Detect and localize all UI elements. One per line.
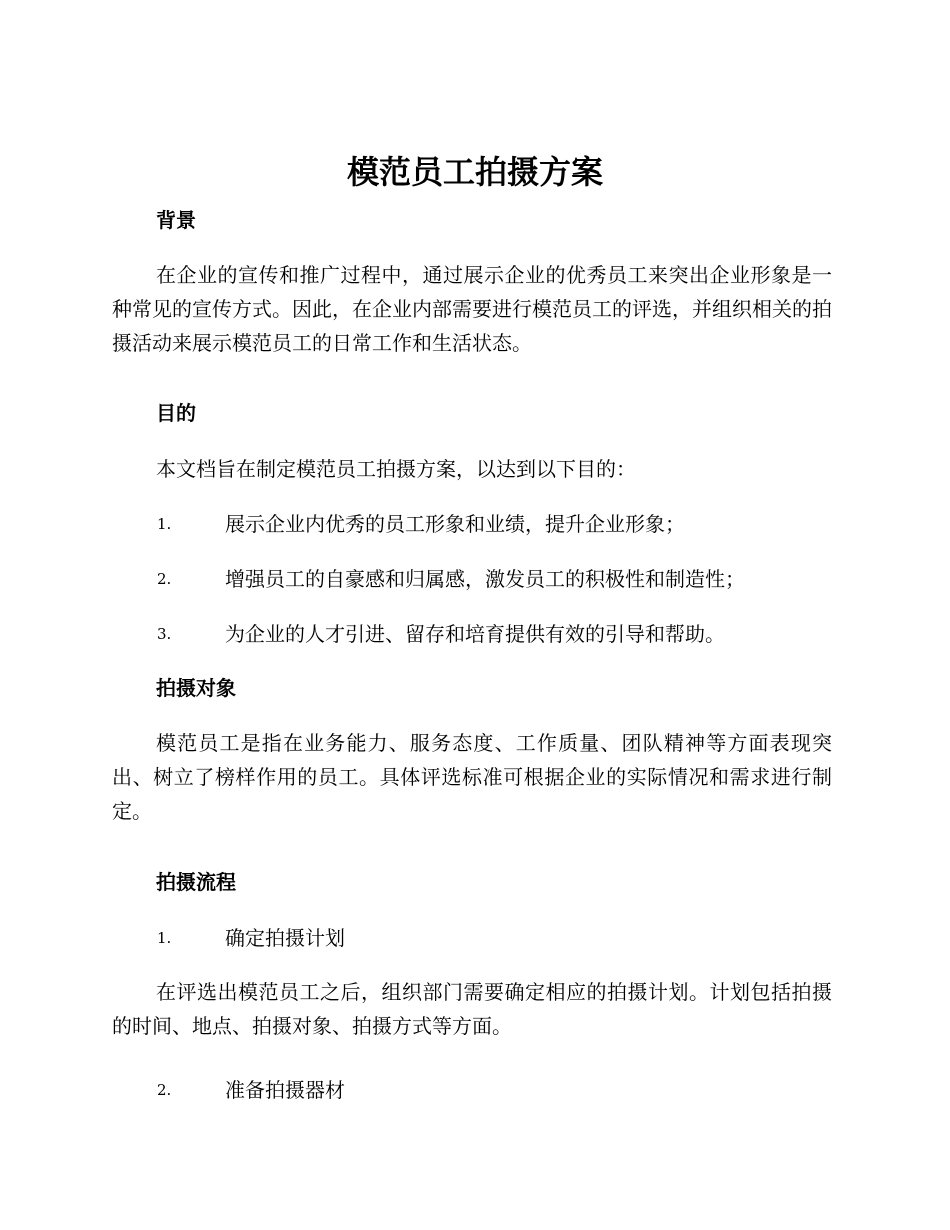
paragraph-purpose-intro: 本文档旨在制定模范员工拍摄方案，以达到以下目的： (156, 457, 636, 481)
paragraph-subject: 模范员工是指在业务能力、服务态度、工作质量、团队精神等方面表现突出、树立了榜样作用的员工。具体评选标准可根据企业的实际情况和需求进行制定。 (112, 731, 832, 823)
heading-process: 拍摄流程 (156, 870, 236, 894)
list-item-text: 准备拍摄器材 (225, 1078, 345, 1102)
heading-subject: 拍摄对象 (156, 676, 236, 700)
list-item (157, 617, 837, 651)
document-title: 模范员工拍摄方案 (346, 153, 603, 191)
list-item-text: 展示企业内优秀的员工形象和业绩，提升企业形象； (225, 512, 685, 536)
list-item-text: 为企业的人才引进、留存和培育提供有效的引导和帮助。 (225, 622, 725, 646)
list-item-number: 3. (157, 625, 172, 643)
list-item-text: 确定拍摄计划 (225, 926, 345, 950)
paragraph-process-step1: 在评选出模范员工之后，组织部门需要确定相应的拍摄计划。计划包括拍摄的时间、地点、拍摄对象、拍摄方式等方面。 (112, 980, 832, 1038)
list-item (157, 921, 837, 955)
list-item (157, 562, 837, 596)
list-item (157, 1073, 837, 1107)
heading-background: 背景 (156, 208, 196, 232)
list-item-number: 1. (157, 515, 172, 533)
list-item (157, 507, 837, 541)
list-item-text: 增强员工的自豪感和归属感，激发员工的积极性和制造性； (225, 567, 745, 591)
list-item-number: 2. (157, 570, 172, 588)
list-item-number: 1. (157, 929, 172, 947)
paragraph-background: 在企业的宣传和推广过程中，通过展示企业的优秀员工来突出企业形象是一种常见的宣传方式。因此，在企业内部需要进行模范员工的评选，并组织相关的拍摄活动来展示模范员工的日常工作和生活状态。 (112, 263, 832, 355)
list-item-number: 2. (157, 1081, 172, 1099)
heading-purpose: 目的 (156, 401, 196, 425)
